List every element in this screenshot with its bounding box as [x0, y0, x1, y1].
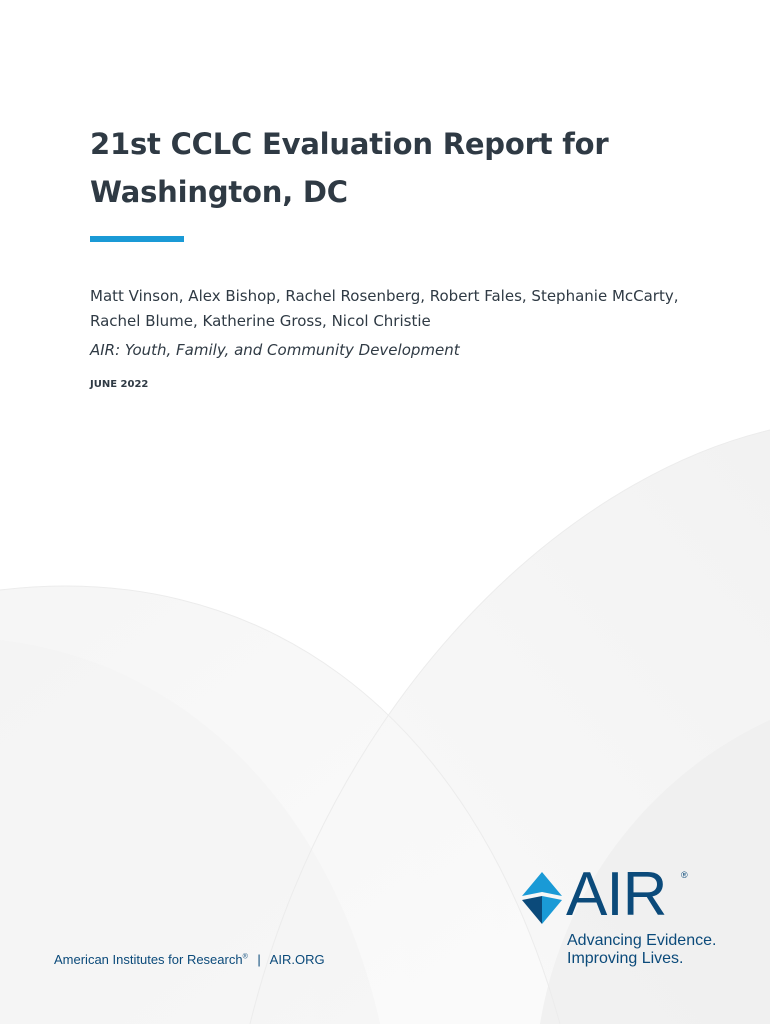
logo-registered-mark: ® — [681, 870, 688, 880]
footer-website-link[interactable]: AIR.ORG — [269, 952, 325, 967]
authors — [90, 284, 710, 334]
report-title — [90, 120, 710, 216]
report-header — [90, 120, 710, 390]
title-line-2: Washington, DC — [90, 175, 348, 209]
title-line-1: 21st CCLC Evaluation Report for — [90, 127, 609, 161]
footer-org-name: American Institutes for Research — [54, 952, 243, 967]
footer-registered-mark: ® — [242, 953, 248, 961]
logo-tagline — [567, 932, 716, 968]
footer — [54, 952, 325, 967]
air-logo — [520, 860, 730, 978]
organization: AIR: Youth, Family, and Community Development — [90, 341, 460, 359]
authors-line-1: Matt Vinson, Alex Bishop, Rachel Rosenberg, Robert Fales, Stephanie McCarty, — [90, 287, 679, 305]
authors-line-2: Rachel Blume, Katherine Gross, Nicol Christie — [90, 312, 431, 330]
tagline-line-2: Improving Lives. — [567, 950, 684, 967]
logo-wordmark: AIR — [566, 860, 667, 929]
report-date: JUNE 2022 — [90, 379, 149, 390]
tagline-line-1: Advancing Evidence. — [567, 932, 717, 949]
air-diamond-icon — [522, 872, 562, 924]
title-accent-bar — [90, 236, 184, 242]
footer-separator: | — [257, 952, 261, 967]
